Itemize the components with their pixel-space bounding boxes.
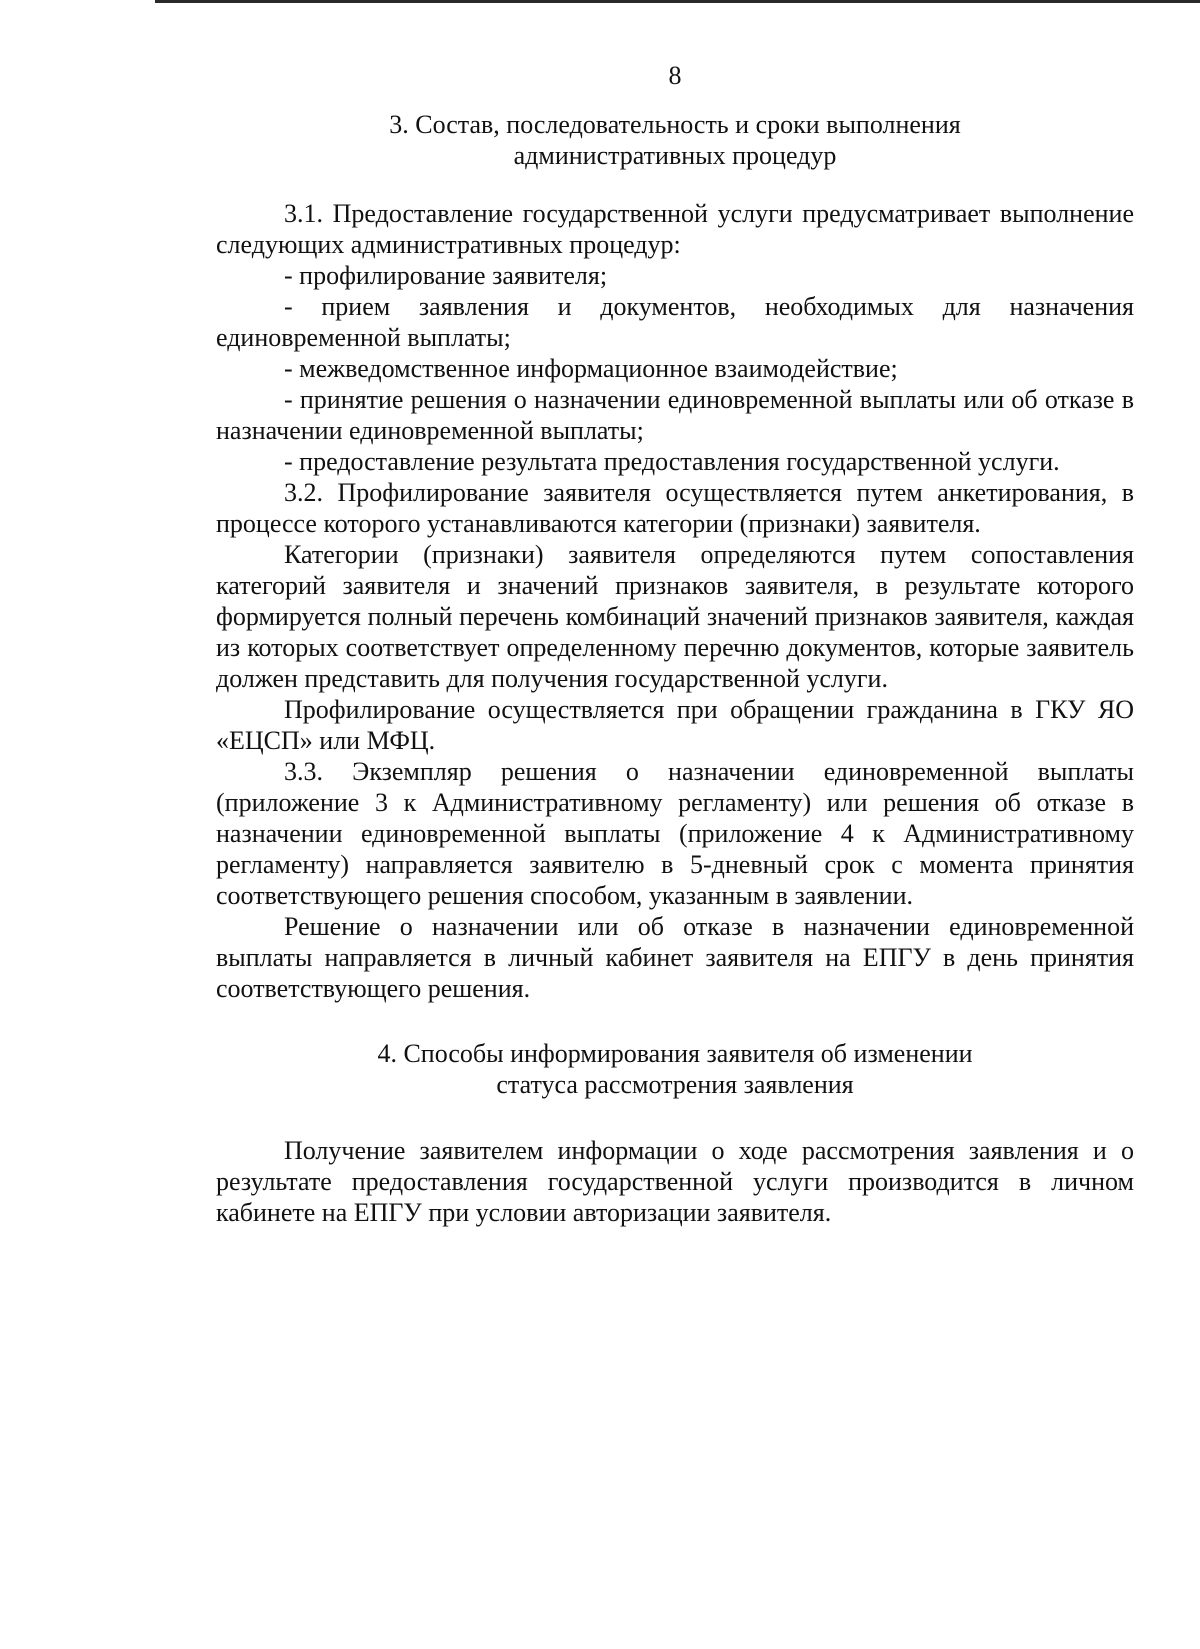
- scan-top-edge-line: [155, 0, 1200, 3]
- paragraph-3-1: 3.1. Предоставление государственной услуги предусматривает выполнение следующих административных процедур:: [216, 199, 1134, 259]
- document-page: [216, 56, 1134, 1228]
- section-3-body: [216, 198, 1134, 1004]
- list-item-decision: - принятие решения о назначении единовременной выплаты или об отказе в назначении единовременной выплаты;: [216, 385, 1134, 445]
- section-4-heading-line-2: статуса рассмотрения заявления: [496, 1070, 854, 1099]
- paragraph-3-2: 3.2. Профилирование заявителя осуществляется путем анкетирования, в процессе которого устанавливаются категории (признаки) заявителя.: [216, 478, 1134, 538]
- section-3-heading: [216, 109, 1134, 171]
- page-number: 8: [668, 61, 682, 90]
- list-item-profiling: - профилирование заявителя;: [284, 261, 608, 290]
- paragraph-status-info: Получение заявителем информации о ходе рассмотрения заявления и о результате предоставления государственной услуги производится в личном кабинете на ЕПГУ при условии авторизации заявителя.: [216, 1136, 1134, 1227]
- section-3-heading-line-2: административных процедур: [513, 141, 837, 170]
- paragraph-decision-epgu: Решение о назначении или об отказе в назначении единовременной выплаты направляется в личный кабинет заявителя на ЕПГУ в день принятия соответствующего решения.: [216, 912, 1134, 1003]
- section-4-heading-line-1: 4. Способы информирования заявителя об изменении: [377, 1039, 973, 1068]
- list-item-interagency-interaction: - межведомственное информационное взаимодействие;: [284, 354, 898, 383]
- list-item-application-intake: - прием заявления и документов, необходимых для назначения единовременной выплаты;: [216, 292, 1134, 352]
- paragraph-profiling-location: Профилирование осуществляется при обращении гражданина в ГКУ ЯО «ЕЦСП» или МФЦ.: [216, 695, 1134, 755]
- section-3-heading-line-1: 3. Состав, последовательность и сроки выполнения: [389, 110, 961, 139]
- section-4-heading: [216, 1038, 1134, 1100]
- section-4-body: [216, 1135, 1134, 1228]
- paragraph-3-3: 3.3. Экземпляр решения о назначении единовременной выплаты (приложение 3 к Административному регламенту) или решения об отказе в назначении единовременной выплаты (приложение 4 к Административному регламенту) направляется заявителю в 5-дневный срок с момента принятия соответствующего решения способом, указанным в заявлении.: [216, 757, 1134, 910]
- list-item-result-delivery: - предоставление результата предоставления государственной услуги.: [284, 447, 1060, 476]
- paragraph-categories: Категории (признаки) заявителя определяются путем сопоставления категорий заявителя и значений признаков заявителя, в результате которого формируется полный перечень комбинаций значений признаков заявителя, каждая из которых соответствует определенному перечню документов, которые заявитель должен представить для получения государственной услуги.: [216, 540, 1134, 693]
